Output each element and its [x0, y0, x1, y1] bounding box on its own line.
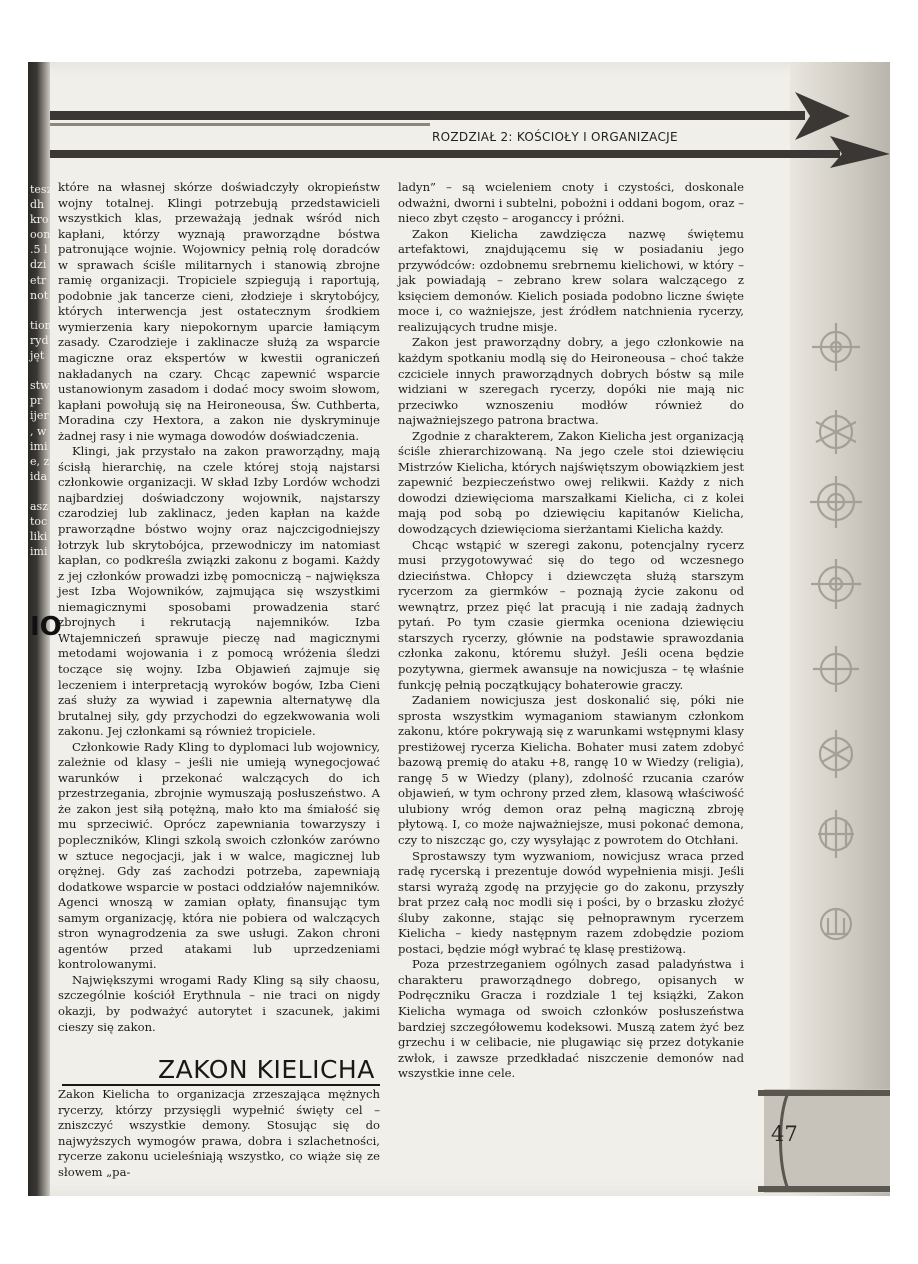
previous-page-fragment: ryd	[30, 333, 49, 347]
paragraph: Największymi wrogami Rady Kling są siły chaosu, szczególnie kościół Erythnula – nie traci on nigdy okazji, by podważyć autorytet i szacunek, jakimi cieszy się zakon.	[58, 972, 380, 1034]
previous-page-fragment: not	[30, 288, 49, 302]
previous-page-fragment: e, z	[30, 454, 50, 468]
previous-page-fragment: dh	[30, 198, 45, 212]
previous-page-fragment: asz	[30, 499, 48, 513]
paragraph: ladyn” – są wcieleniem cnoty i czystości, doskonale odważni, dworni i subtelni, pobożni i oddani bogom, oraz – nieco zbyt często – aroganccy i próżni.	[398, 180, 744, 226]
previous-page-fragment: tion	[30, 318, 52, 332]
previous-page-fragment: pr	[30, 394, 43, 408]
previous-page-fragment: liki	[30, 530, 48, 544]
previous-page-fragment: etr	[30, 273, 47, 287]
previous-page-fragment	[30, 363, 50, 378]
paragraph: Zakon Kielicha to organizacja zrzeszająca mężnych rycerzy, którzy przysięgli wypełnić święty cel – zniszczyć wszystkie demony. Stosując się do najwyższych wymogów prawa, dobra i szlachetności, rycerze zakonu ucieleśniają wszystko, co wiąże się ze słowem „pa-	[58, 1087, 380, 1179]
text-column-left-continued	[58, 1087, 380, 1180]
paragraph: Zgodnie z charakterem, Zakon Kielicha jest organizacją ściśle zhierarchizowaną. Na jego czele stoi dziewięciu Mistrzów Kielicha, których najświętszym obowiązkiem jest zapewnić bezpieczeństwo owej relikwii. Każdy z nich dowodzi dziewięcioma marszałkami Kielicha, ci z kolei mają pod sobą po dziewięciu kapitanów Kielicha, dowodzących dziewięcioma sierżantami Kielicha każdy.	[398, 428, 744, 537]
previous-page-fragment	[30, 303, 50, 318]
previous-page-fragments	[30, 182, 53, 559]
paragraph: Chcąc wstąpić w szeregi zakonu, potencjalny rycerz musi przygotowywać się do tego od wczesnego dzieciństwa. Chłopcy i dziewczęta służą starszym rycerzom za giermków – poznają życie zakonu od wewnątrz, przez pięć lat pracują i nie zadają żadnych pytań. Po tym czasie giermka oceniona dziewięciu starszych rycerzy, głównie na podstawie sprawozdania członka zakonu, któremu służył. Jeśli ocena będzie pozytywna, giermek awansuje na nowicjusza – tę właśnie funkcję pełnią początkujący bohaterowie graczy.	[398, 537, 744, 692]
previous-page-fragment: imi	[30, 439, 48, 453]
previous-page-fragment: stw	[30, 379, 50, 393]
previous-page-fragment: toc	[30, 515, 48, 529]
previous-page-fragment: oon	[30, 228, 51, 242]
paragraph: Klingi, jak przystało na zakon praworządny, mają ścisłą hierarchię, na czele której stoją najstarsi członkowie organizacji. W skład Izby Lordów wchodzi najbardziej doświadczony wojownik, najstarszy czarodziej lub zaklinacz, jeden kapłan na każde praworządne bóstwo wojny oraz najczcigodniejszy łotrzyk lub skrytobójca, przewodniczy im natomiast kapłan, co podkreśla związki zakonu z bogami. Każdy z jej członków prowadzi izbę pomocniczą – największa jest Izba Wojowników, zajmująca się wszystkimi niemagicznymi sposobami prowadzenia starć zbrojnych i rekrutacją najemników. Izba Wtajemniczeń sprawuje pieczę nad magicznymi metodami wojowania i z pomocą wróżenia śledzi toczące się wojny. Izba Objawień zajmuje się leczeniem i interpretacją wyroków bogów, Izba Cieni zaś służy za wywiad i zapewnia alternatywę dla brutalnej siły, gdy przychodzi do egzekwowania woli zakonu. Jej członkami są również tropiciele.	[58, 444, 380, 739]
section-title: ZAKON KIELICHA	[158, 1055, 375, 1084]
holy-symbol-icon	[790, 62, 890, 1196]
chapter-header: ROZDZIAŁ 2: KOŚCIOŁY I ORGANIZACJE	[432, 130, 678, 144]
paragraph: Zadaniem nowicjusza jest doskonalić się, póki nie sprosta wszystkim wymaganiom stawianym członkom zakonu, które pokrywają się z warunkami wstępnymi klasy prestiżowej rycerza Kielicha. Bohater musi zatem zdobyć bazową premię do ataku +8, rangę 10 w Wiedzy (religia), rangę 5 w Wiedzy (plany), zdolność rzucania czarów objawień, w tym ochrony przed złem, klasową właściwość ulubiony wróg demon oraz pełną magiczną zbroję płytową. I, co może najważniejsze, musi pokonać demona, czy to niszcząc go, czy wysyłając z powrotem do Otchłani.	[398, 693, 744, 847]
previous-page-fragment: dzi	[30, 258, 47, 272]
section-title-rule	[62, 1084, 380, 1086]
previous-page-fragment: imi	[30, 545, 48, 559]
previous-page-heading-fragment: IO	[30, 612, 62, 642]
previous-page-fragment: jęt	[30, 349, 45, 363]
previous-page-fragment	[30, 484, 50, 499]
page-number: 47	[771, 1122, 798, 1146]
text-column-right	[398, 180, 744, 1082]
paragraph: Zakon jest praworządny dobry, a jego członkowie na każdym spotkaniu modlą się do Heironeousa – choć także czciciele innych praworządnych dobrych bóstw są mile widziani w szeregach rycerzy, dopóki nie mają nic przeciwko wznoszeniu modłów również do najważniejszego patrona bractwa.	[398, 335, 744, 428]
previous-page-fragment: tesz	[30, 183, 53, 196]
previous-page-fragment: , w	[30, 424, 47, 438]
previous-page-fragment: kro	[30, 213, 49, 227]
paragraph: Członkowie Rady Kling to dyplomaci lub wojownicy, zależnie od klasy – jeśli nie umieją wynegocjować warunków i przekonać walczących do ich przestrzegania, zbrojnie wymuszają posłuszeństwo. A że zakon jest siłą potężną, mało kto ma śmiałość się mu sprzeciwić. Oprócz zapewniania towarzyszy i popleczników, Klingi szkolą swoich członków zarówno w sztuce negocjacji, jak i w walce, magicznej lub orężnej. Gdy zaś zachodzi potrzeba, zapewniają dodatkowe wsparcie w postaci oddziałów najemników. Agenci wnoszą w zamian opłaty, finansując tym samym organizację, która nie pobiera od walczących stron wynagrodzenia za swe usługi. Zakon chroni agentów przed atakami lub uprzedzeniami kontrolowanymi.	[58, 739, 380, 972]
paragraph: które na własnej skórze doświadczyły okropieństw wojny totalnej. Klingi potrzebują przedstawicieli wszystkich klas, przeważają jednak wśród nich kapłani, którzy wyznają praworządne bóstwa patronujące wojnie. Wojownicy pełnią rolę doradców w sprawach ściśle militarnych i stanowią zbrojne ramię organizacji. Tropiciele szpiegują i raportują, podobnie jak tancerze cieni, złodzieje i skrytobójcy, których interwencja jest ostatecznym środkiem wymierzenia kary niepokornym uparcie łamiącym zasady. Czarodzieje i zaklinacze służą za wsparcie magiczne oraz ekspertów w kwestii ograniczeń nakładanych na czary. Chcąc zapewnić wsparcie ustanowionym zasadom i dodać mocy swoim słowom, kapłani powołują się na Heironeousa, Św. Cuthberta, Moradina czy Hextora, a zakon nie dyskryminuje żadnej rasy i nie wymaga dowodów doświadczenia.	[58, 180, 380, 443]
previous-page-fragment: ijer	[30, 409, 49, 423]
paragraph: Sprostawszy tym wyzwaniom, nowicjusz wraca przed radę rycerską i prezentuje dowód wypełnienia misji. Jeśli starsi wyrażą zgodę na przyjęcie go do zakonu, przyszły brat przez całą noc modli się i pości, by o brzasku złożyć śluby zakonne, stając się pełnoprawnym rycerzem Kielicha – kiedy następnym razem zdobędzie poziom postaci, będzie mógł wybrać tę klasę prestiżową.	[398, 848, 744, 956]
decorative-margin	[790, 62, 890, 1196]
paragraph: Zakon Kielicha zawdzięcza nazwę świętemu artefaktowi, znajdującemu się w posiadaniu jego przywódców: ozdobnemu srebrnemu kielichowi, w który – jak powiadają – zebrano krew solara walczącego z księciem demonów. Kielich posiada podobno liczne święte moce i, co ważniejsze, jest źródłem natchnienia rycerzy, realizujących trudne misje.	[398, 226, 744, 334]
paragraph: Poza przestrzeganiem ogólnych zasad paladyństwa i charakteru praworządnego dobrego, opisanych w Podręczniku Gracza i rozdziale 1 tej książki, Zakon Kielicha wymaga od swoich członków posłuszeństwa bardziej szczegółowemu kodeksowi. Muszą zatem żyć bez grzechu i w celibacie, nie plugawiąc się przez dotykanie zwłok, i zawsze przedkładać niszczenie demonów nad wszystkie inne cele.	[398, 957, 744, 1081]
previous-page-fragment: ida	[30, 469, 48, 483]
previous-page-fragment: .5 l	[30, 243, 48, 257]
text-column-left	[58, 180, 380, 1035]
